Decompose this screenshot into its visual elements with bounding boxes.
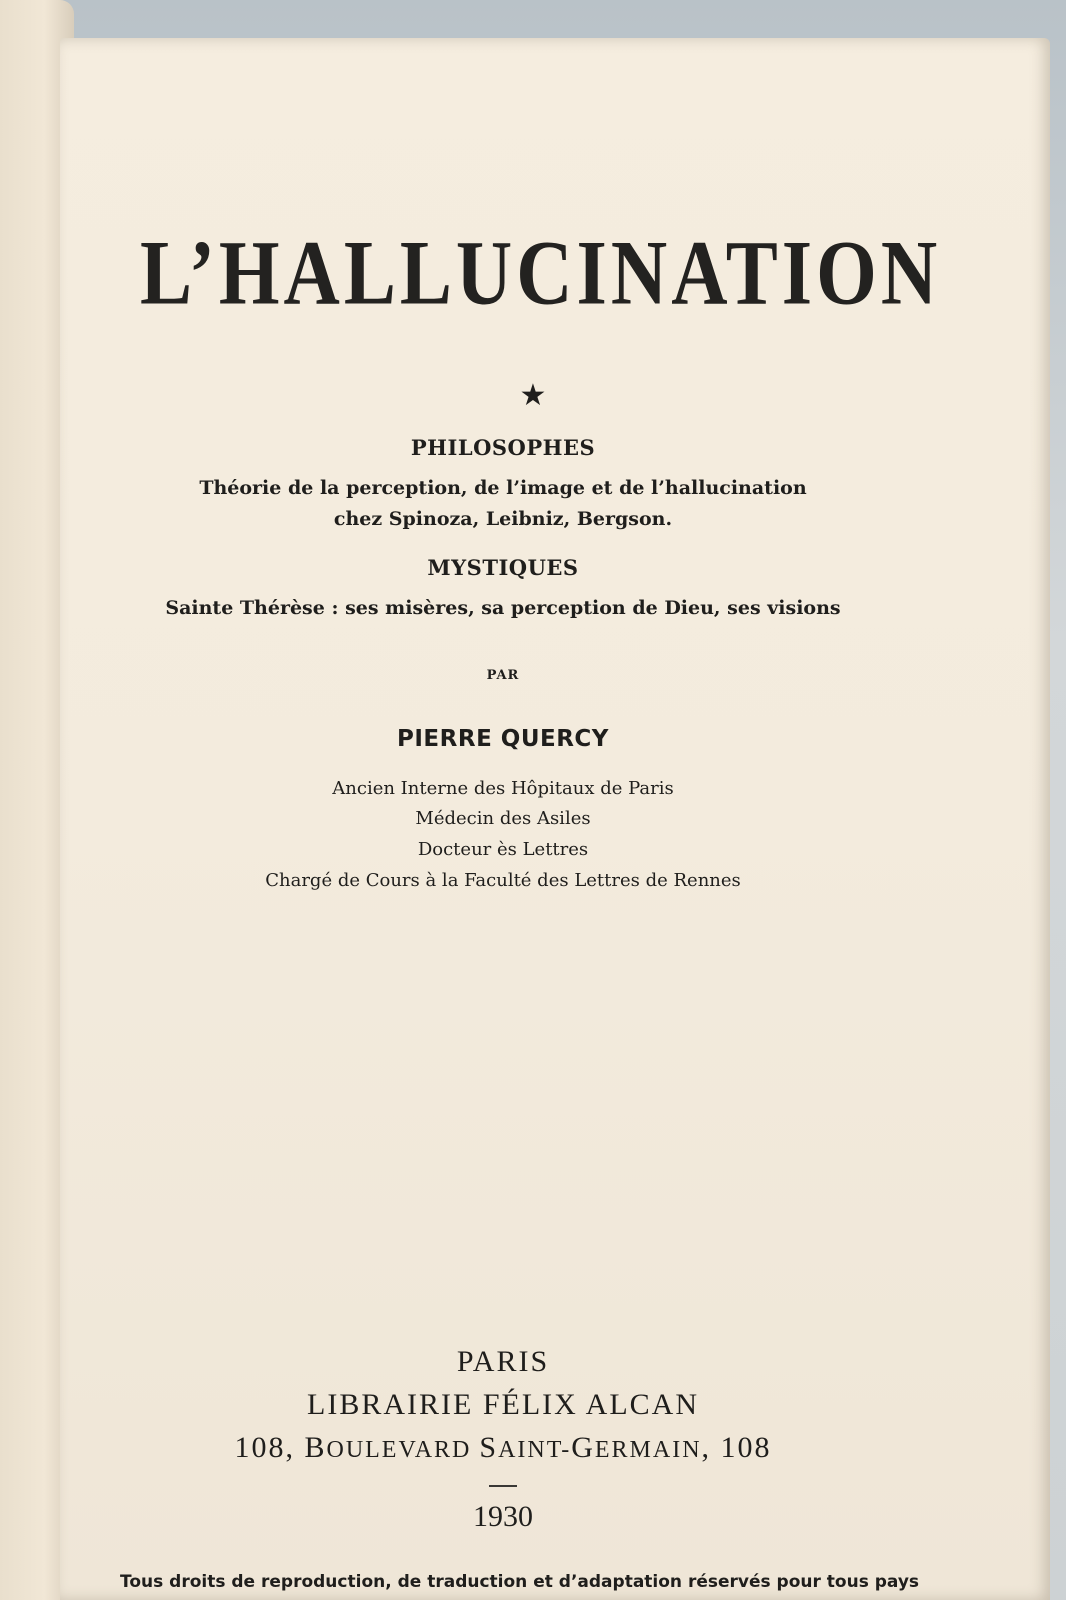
address-initial-g: G [571, 1431, 595, 1464]
publisher-name: LIBRAIRIE FÉLIX ALCAN [307, 1388, 699, 1421]
mystiques-line-1: Sainte Thérèse : ses misères, sa perception de Dieu, ses visions [165, 597, 841, 619]
credential-line-4: Chargé de Cours à la Faculté des Lettres de Rennes [265, 870, 741, 891]
address-number: 108, [234, 1431, 295, 1464]
publisher-address [0, 1431, 1006, 1465]
publisher-city: PARIS [456, 1345, 550, 1378]
par-label: PAR [486, 668, 520, 683]
address-tail: , 108 [701, 1431, 772, 1464]
publication-year: 1930 [473, 1500, 533, 1533]
book-title: L’HALLUCINATION [140, 221, 942, 324]
divider-rule [489, 1485, 517, 1487]
address-initial-b: B [304, 1431, 327, 1464]
star-ornament-icon: ★ [519, 378, 547, 413]
section-heading-mystiques: MYSTIQUES [427, 555, 579, 580]
rights-notice: Tous droits de reproduction, de traduction et d’adaptation réservés pour tous pays [120, 1572, 920, 1592]
philosophes-line-2: chez Spinoza, Leibniz, Bergson. [333, 508, 673, 530]
credential-line-3: Docteur ès Lettres [417, 839, 589, 860]
author-name: PIERRE QUERCY [397, 726, 609, 752]
section-heading-philosophes: PHILOSOPHES [410, 435, 596, 460]
address-part-2: AINT- [498, 1437, 572, 1463]
address-part-1: OULEVARD [326, 1437, 480, 1463]
credential-line-1: Ancien Interne des Hôpitaux de Paris [332, 778, 674, 799]
address-part-3: ERMAIN [594, 1437, 702, 1463]
address-initial-s: S [479, 1431, 499, 1464]
philosophes-line-1: Théorie de la perception, de l’image et de l’hallucination [199, 477, 807, 499]
credential-line-2: Médecin des Asiles [415, 808, 591, 829]
